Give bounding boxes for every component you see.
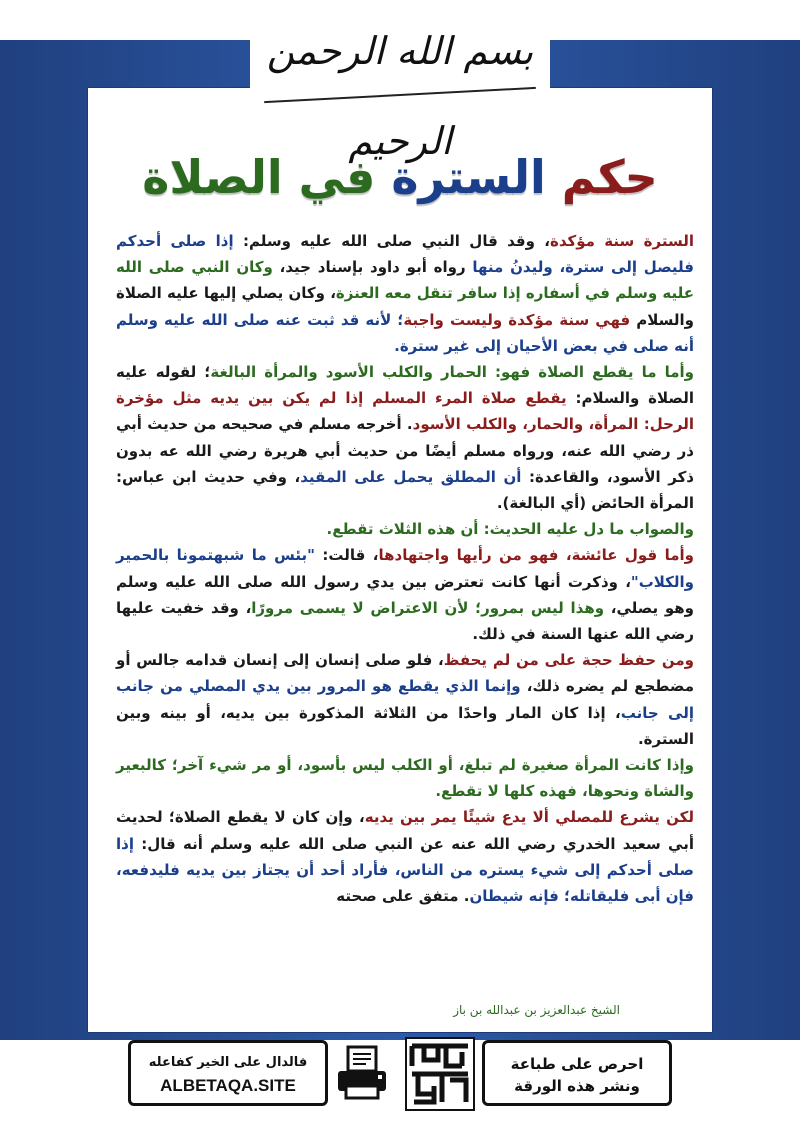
- text-segment: ؛ لأنه قد ثبت عنه صلى الله عليه وسلم أنه صلى في بعض الأحيان إلى غير سترة.: [116, 310, 694, 355]
- site-url[interactable]: ALBETAQA.SITE: [160, 1076, 296, 1095]
- title-word-2: السترة: [391, 150, 546, 204]
- print-note-line-2: ونشر هذه الورقة: [514, 1077, 640, 1095]
- title-word-3: في الصلاة: [142, 150, 376, 204]
- text-segment: . متفق على صحته: [336, 887, 470, 906]
- text-segment: إذا صلى أحدكم فليصل إلى سترة، وليدنُ منها: [116, 232, 695, 277]
- paragraph: [116, 516, 694, 542]
- paragraph: [116, 752, 694, 804]
- text-segment: ؛ لقوله عليه الصلاة والسلام:: [116, 363, 694, 408]
- paragraph: [116, 647, 694, 752]
- text-segment: وإذا كانت المرأة صغيرة لم تبلغ، أو الكلب ليس بأسود، أو مر شيء آخر؛ كالبعير والشاة ونحوها، فهذه كلها لا تقطع.: [116, 756, 694, 801]
- text-segment: ، وكان يصلي إليها عليه الصلاة والسلام: [116, 284, 694, 329]
- text-segment: ، وذكرت أنها كانت تعترض بين يدي رسول الله صلى الله عليه وسلم وهو يصلي،: [116, 572, 695, 617]
- text-segment: ، قالت:: [314, 546, 379, 565]
- text-segment: وهذا ليس بمرور؛ لأن الاعتراض لا يسمى مرورًا: [251, 598, 605, 617]
- text-segment: لكن يشرع للمصلي ألا يدع شيئًا يمر بين يديه: [364, 808, 694, 827]
- text-segment: ، وقد خفيت عليها رضي الله عنها السنة في ذلك.: [116, 598, 694, 644]
- text-segment: فهي سنة مؤكدة وليست واجبة: [403, 310, 631, 329]
- text-segment: السترة سنة مؤكدة: [550, 232, 694, 250]
- print-note-line-1: احرص على طباعة: [510, 1055, 644, 1073]
- text-segment: ، فلو صلى إنسان إلى إنسان قدامه جالس أو مضطجع لم يضره ذلك،: [116, 651, 694, 696]
- albetaqa-logo-icon: [404, 1036, 476, 1112]
- paragraph: [116, 228, 694, 359]
- text-segment: وإنما الذي يقطع هو المرور بين يدي المصلي من جانب إلى جانب: [116, 677, 694, 722]
- site-motto: فالدال على الخير كفاعله: [148, 1055, 308, 1070]
- text-segment: ، وقد قال النبي صلى الله عليه وسلم:: [233, 232, 551, 250]
- basmala-header: [250, 6, 550, 163]
- text-segment: وكان النبي صلى الله عليه وسلم في أسفاره إذا سافر تنقل معه العنزة: [116, 258, 694, 303]
- text-segment: وأما ما يقطع الصلاة فهو: الحمار والكلب الأسود والمرأة البالغة: [210, 363, 694, 382]
- text-segment: ، إذا كان المار واحدًا من الثلاثة المذكورة بين يديه، أو بينه وبين السترة.: [116, 703, 694, 748]
- article-body: [116, 228, 694, 909]
- text-segment: إذا صلى أحدكم إلى شيء يستره من الناس، فأراد أحد أن يجتاز بين يديه فليدفعه، فإن أبى فليقاتله؛ فإنه شيطان: [116, 834, 694, 906]
- paragraph: [116, 804, 694, 909]
- text-segment: يقطع صلاة المرء المسلم إذا لم يكن بين يديه مثل مؤخرة الرحل: المرأة، والحمار، والكلب الأسود: [116, 389, 695, 434]
- site-box: [128, 1040, 328, 1106]
- title-word-1: حكم: [561, 150, 658, 204]
- print-note-box: [482, 1040, 672, 1106]
- text-segment: ، وإن كان لا يقطع الصلاة؛ لحديث أبي سعيد الخدري رضي الله عنه عن النبي صلى الله عليه وسلم أنه قال:: [116, 808, 694, 853]
- text-segment: . أخرجه مسلم في صحيحه من حديث أبي ذر رضي الله عنه، ورواه مسلم أيضًا من حديث أبي هريرة رضي الله عه بدون ذكر الأسود، والقاعدة:: [116, 415, 694, 486]
- text-segment: وأما قول عائشة، فهو من رأيها واجتهادها: [378, 546, 694, 565]
- basmala-calligraphy: بسم الله الرحمن الرحيم: [266, 29, 534, 163]
- paragraph: [116, 542, 694, 647]
- page-title: [88, 142, 712, 212]
- text-segment: ، وفي حديث ابن عباس: المرأة الحائض (أي البالغة).: [116, 467, 694, 513]
- text-segment: "بئس ما شبهتمونا بالحمير والكلاب": [116, 546, 694, 591]
- text-segment: أن المطلق يحمل على المقيد: [300, 467, 522, 486]
- author-signature: الشيخ عبدالعزيز بن عبدالله بن باز: [453, 1003, 620, 1017]
- text-segment: رواه أبو داود بإسناد جيد،: [272, 258, 473, 277]
- text-segment: والصواب ما دل عليه الحديث: أن هذه الثلاث تقطع.: [326, 520, 694, 539]
- paragraph: [116, 359, 694, 516]
- printer-icon: [336, 1044, 388, 1102]
- text-segment: ومن حفظ حجة على من لم يحفظ: [443, 651, 694, 670]
